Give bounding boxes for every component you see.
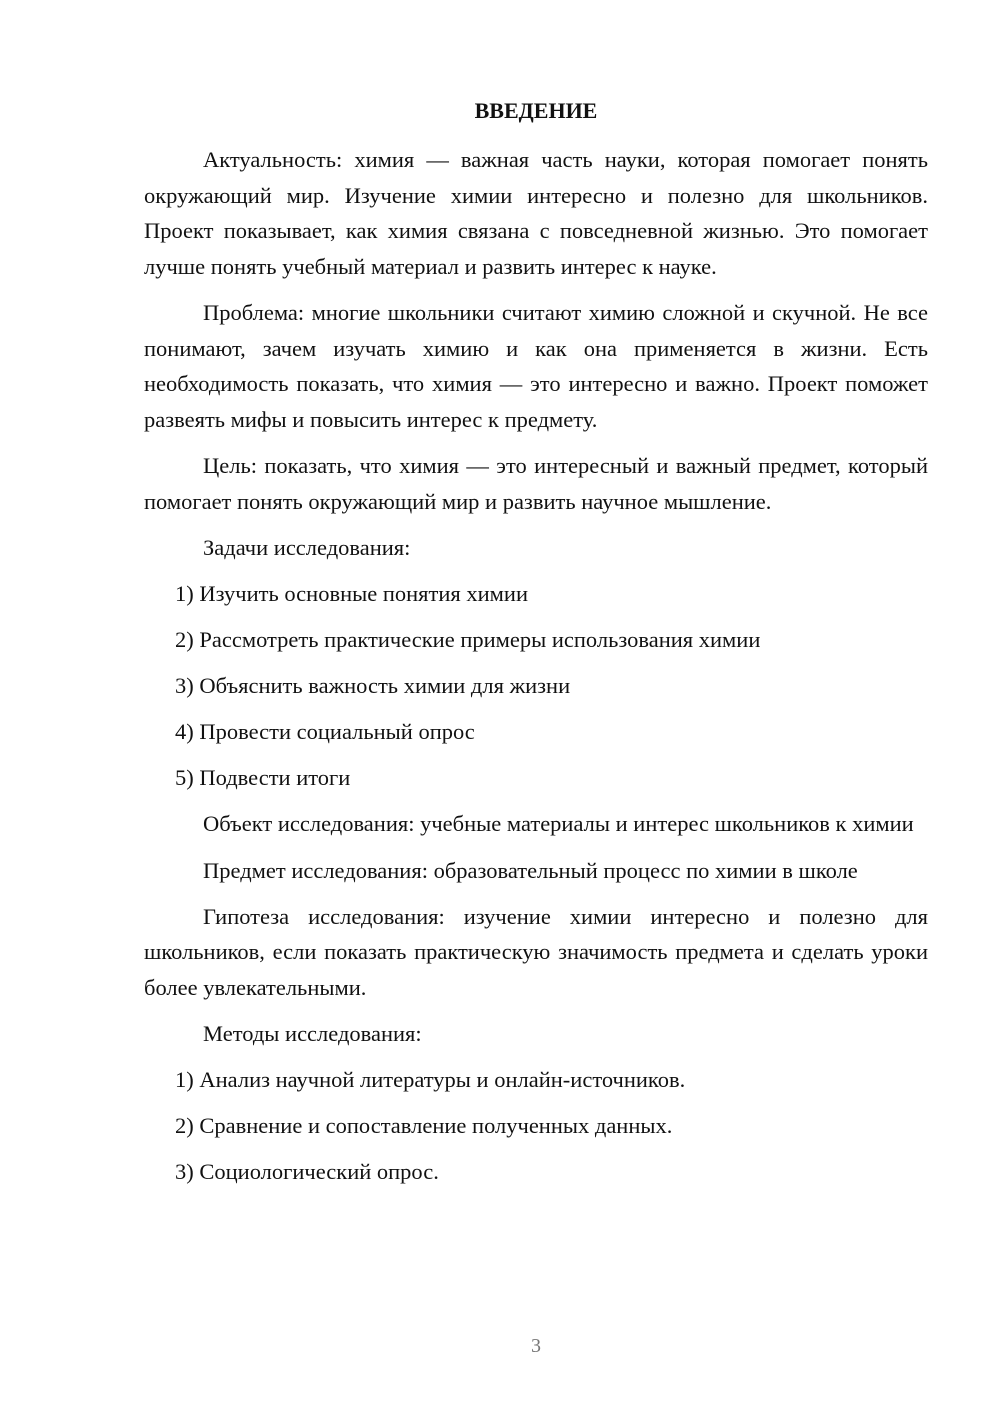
page-number: 3 bbox=[531, 1335, 541, 1357]
hypothesis-paragraph: Гипотеза исследования: изучение химии интересно и полезно для школьников, если показать практическую значимость предмета и сделать уроки более увлекательными. bbox=[144, 903, 928, 1000]
object-paragraph: Объект исследования: учебные материалы и интерес школьников к химии bbox=[203, 811, 914, 836]
problem-paragraph: Проблема: многие школьники считают химию сложной и скучной. Не все понимают, зачем изучать химию и как она применяется в жизни. Есть необходимость показать, что химия — это интересно и важно. Проект поможет развеять мифы и повысить интерес к предмету. bbox=[144, 300, 928, 432]
methods-heading: Методы исследования: bbox=[203, 1021, 422, 1046]
method-item: 2) Сравнение и сопоставление полученных данных. bbox=[175, 1113, 673, 1138]
goal-paragraph: Цель: показать, что химия — это интересный и важный предмет, который помогает понять окружающий мир и развить научное мышление. bbox=[144, 453, 928, 514]
task-item: 3) Объяснить важность химии для жизни bbox=[175, 673, 571, 698]
subject-paragraph: Предмет исследования: образовательный процесс по химии в школе bbox=[203, 857, 858, 883]
method-item: 3) Социологический опрос. bbox=[175, 1159, 439, 1184]
section-title: ВВЕДЕНИЕ bbox=[474, 98, 598, 123]
task-item: 4) Провести социальный опрос bbox=[175, 719, 475, 744]
page-content bbox=[144, 95, 928, 1200]
task-item: 1) Изучить основные понятия химии bbox=[175, 581, 528, 606]
relevance-paragraph: Актуальность: химия — важная часть науки, которая помогает понять окружающий мир. Изучение химии интересно и полезно для школьников. Проект показывает, как химия связана с повседневной жизнью. Это помогает лучше понять учебный материал и развить интерес к науке. bbox=[144, 147, 928, 279]
methods-list bbox=[144, 1062, 928, 1190]
task-item: 5) Подвести итоги bbox=[175, 765, 351, 790]
tasks-list bbox=[144, 576, 928, 796]
task-item: 2) Рассмотреть практические примеры использования химии bbox=[175, 627, 761, 652]
method-item: 1) Анализ научной литературы и онлайн-источников. bbox=[175, 1067, 686, 1092]
tasks-heading: Задачи исследования: bbox=[203, 535, 411, 560]
